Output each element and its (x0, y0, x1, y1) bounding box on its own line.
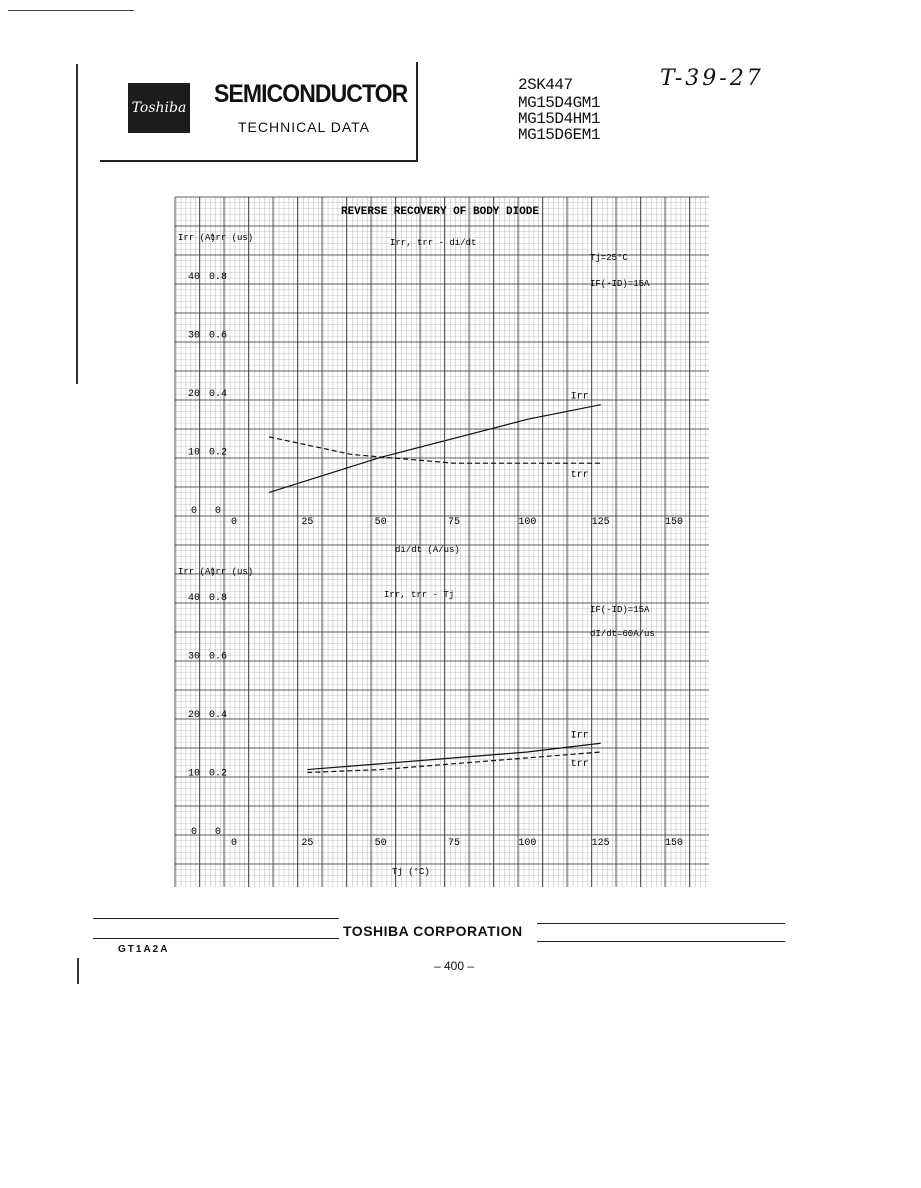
y-right-label: trr (us) (210, 233, 254, 243)
y-right-tick-label: 0.2 (208, 768, 228, 780)
handwritten-note: T-39-27 (660, 66, 764, 91)
series-label: Irr (570, 730, 589, 742)
curve-labels-header: Irr, trr - Tj (384, 590, 455, 600)
x-axis-label: Tj (°C) (392, 867, 430, 877)
x-tick-label: 150 (664, 517, 684, 528)
y-left-tick-label: 30 (187, 330, 201, 342)
x-tick-label: 0 (230, 517, 238, 528)
x-tick-label: 125 (591, 517, 610, 528)
part-number: 2SK447 (518, 76, 573, 94)
x-tick-label: 50 (374, 838, 387, 849)
y-left-tick-label: 20 (187, 710, 201, 721)
series-label: Irr (570, 391, 589, 403)
chart-title: REVERSE RECOVERY OF BODY DIODE (340, 206, 540, 218)
y-left-tick-label: 10 (187, 447, 201, 459)
graph-paper (175, 197, 709, 887)
x-tick-label: 25 (301, 838, 314, 849)
annotation: IF(-ID)=15A (590, 605, 650, 615)
x-axis-label: di/dt (A/us) (395, 545, 460, 555)
x-tick-label: 150 (664, 838, 684, 849)
y-left-tick-label: 40 (187, 593, 201, 604)
page-number: – 400 – (434, 959, 475, 973)
x-tick-label: 0 (230, 838, 238, 849)
y-right-tick-label: 0.4 (208, 710, 228, 721)
y-right-tick-label: 0.4 (208, 389, 228, 400)
x-tick-label: 100 (518, 517, 537, 528)
page-subtitle: TECHNICAL DATA (238, 119, 370, 135)
y-right-tick-label: 0.6 (208, 330, 228, 342)
part-number: MG15D6EM1 (518, 126, 600, 144)
y-right-tick-label: 0.8 (208, 593, 228, 604)
footer-rule (537, 941, 785, 942)
part-number: MG15D4HM1 (518, 110, 600, 128)
x-tick-label: 50 (374, 517, 387, 528)
y-right-tick-label: 0 (214, 506, 222, 517)
y-right-label: trr (us) (210, 567, 254, 577)
x-tick-label: 100 (518, 838, 537, 849)
annotation: IF(-ID)=15A (590, 279, 650, 289)
y-right-tick-label: 0.6 (208, 651, 228, 663)
y-right-tick-label: 0.8 (208, 272, 228, 283)
x-tick-label: 125 (591, 838, 610, 849)
y-left-label: Irr (A) (178, 567, 216, 577)
footer-rule (93, 938, 339, 939)
y-right-tick-label: 0 (214, 827, 222, 838)
series-label: trr (570, 470, 589, 482)
footer-rule (537, 923, 785, 924)
footer-code: GT1A2A (118, 944, 170, 955)
footer-corporation: TOSHIBA CORPORATION (343, 923, 523, 939)
y-left-label: Irr (A) (178, 233, 216, 243)
annotation: Tj=25°C (590, 253, 628, 263)
y-right-tick-label: 0.2 (208, 447, 228, 459)
y-left-tick-label: 20 (187, 389, 201, 400)
curve-labels-header: Irr, trr - di/dt (390, 238, 477, 248)
y-left-tick-label: 40 (187, 272, 201, 283)
series-label: trr (570, 759, 589, 771)
annotation: dI/dt=60A/us (590, 629, 655, 639)
part-number: MG15D4GM1 (518, 94, 600, 112)
x-tick-label: 75 (447, 838, 461, 849)
y-left-tick-label: 0 (190, 506, 198, 517)
y-left-tick-label: 30 (187, 651, 201, 663)
toshiba-logo: Toshiba (128, 83, 190, 133)
x-tick-label: 75 (447, 517, 461, 528)
footer-rule (93, 918, 339, 919)
y-left-tick-label: 10 (187, 768, 201, 780)
left-margin-mark (77, 958, 79, 984)
x-tick-label: 25 (301, 517, 314, 528)
y-left-tick-label: 0 (190, 827, 198, 838)
page-title: SEMICONDUCTOR (214, 80, 408, 108)
